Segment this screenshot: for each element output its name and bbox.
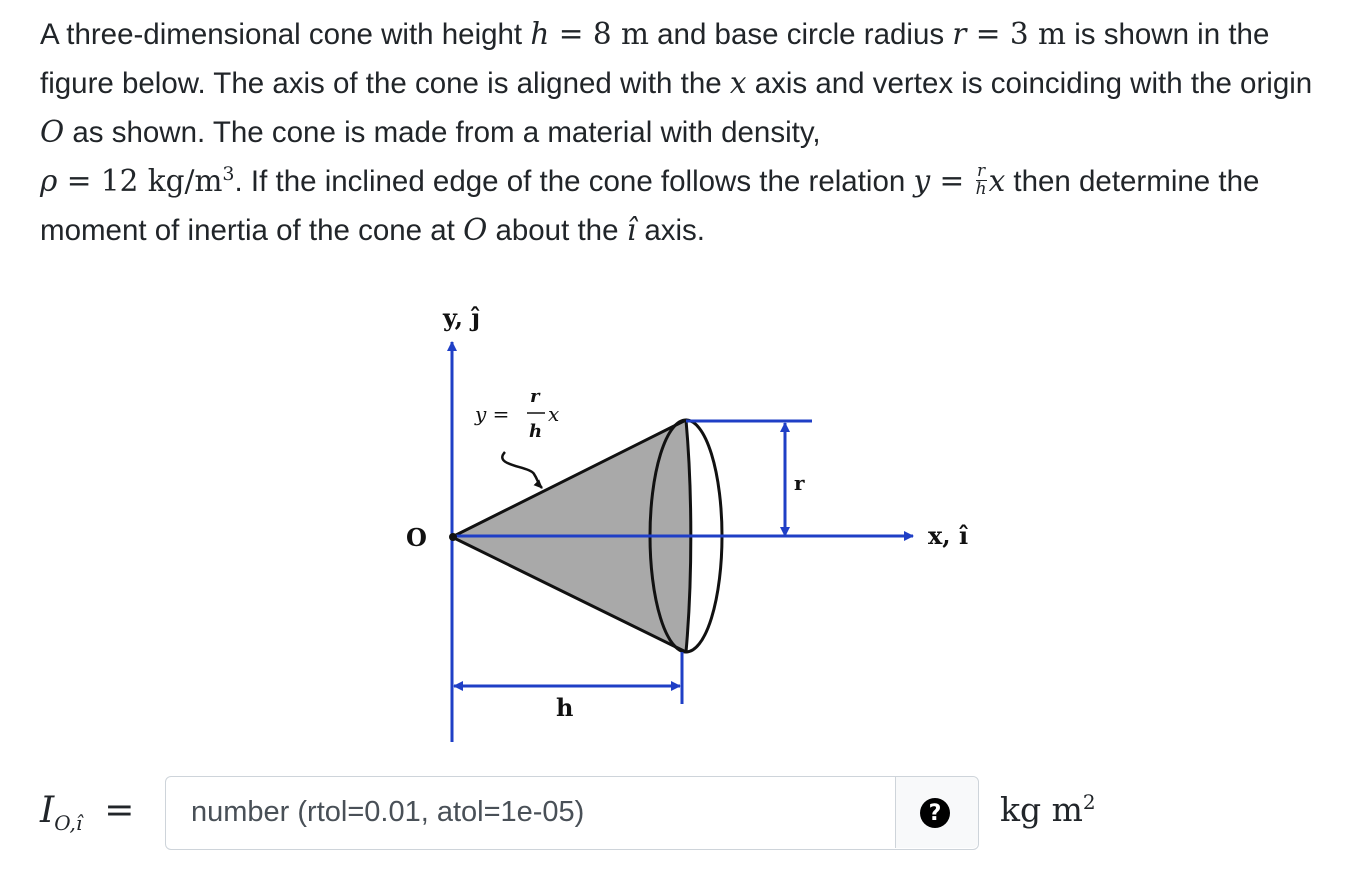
problem-statement [40,10,1340,255]
math-r: r [952,17,967,51]
units-exponent: 2 [1082,790,1096,814]
units-text: kg m [1000,790,1083,829]
problem-text: . If the inclined edge of the cone follows the relation [234,165,914,198]
problem-text: axis and vertex is coinciding with the origin [746,67,1313,100]
problem-text: about the [487,214,627,247]
cone-diagram [380,290,1020,760]
math-exponent: 3 [222,163,235,186]
origin-point [449,533,457,541]
edge-equation-lhs: y = [475,402,510,426]
answer-label-symbol: I [40,790,55,831]
fraction-numerator: r [977,160,986,181]
problem-text: as shown. The cone is made from a material with density, [64,116,821,149]
math-fraction [975,160,987,199]
math-ihat: î [626,213,637,247]
math-radius-value: 3 m [1009,17,1067,51]
answer-label-equals: = [104,790,135,831]
x-axis-label: x, î [928,521,969,550]
problem-text: is shown in the figure below. The axis of the cone is aligned with the [40,18,1270,100]
y-axis-label: y, ĵ [443,303,481,332]
edge-equation-numerator: r [530,386,540,407]
math-h: h [530,17,550,51]
math-x: x [729,66,747,100]
question-mark-icon: ? [920,798,950,828]
problem-text: axis. [636,214,705,247]
answer-input-group [165,776,979,850]
edge-pointer-arrow [502,452,542,488]
math-density-value: 12 kg/m [100,164,223,198]
problem-text: and base circle radius [648,18,953,51]
math-y: y [913,164,931,198]
math-x: x [988,164,1006,198]
edge-equation-denominator: h [529,421,543,442]
math-equals: = [549,17,593,51]
math-O: O [463,213,488,247]
answer-label [40,790,134,835]
edge-equation-x: x [548,402,560,426]
help-button[interactable] [895,777,978,848]
math-O: O [40,115,65,149]
math-equals: = [57,164,101,198]
origin-label: O [406,523,427,552]
math-rho: ρ [40,164,58,198]
fraction-denominator: h [975,178,987,199]
answer-input[interactable] [166,777,898,848]
problem-text: A three-dimensional cone with height [40,18,531,51]
answer-units [1000,790,1096,829]
answer-label-subscript: O,î [54,811,83,836]
math-height-value: 8 m [592,17,649,51]
r-dimension-label: r [794,471,805,495]
math-equals: = [966,17,1010,51]
answer-row [40,776,1340,852]
h-dimension-label: h [556,693,574,722]
math-equals: = [930,164,974,198]
problem-text: then determine the moment of inertia of the cone at [40,165,1260,247]
